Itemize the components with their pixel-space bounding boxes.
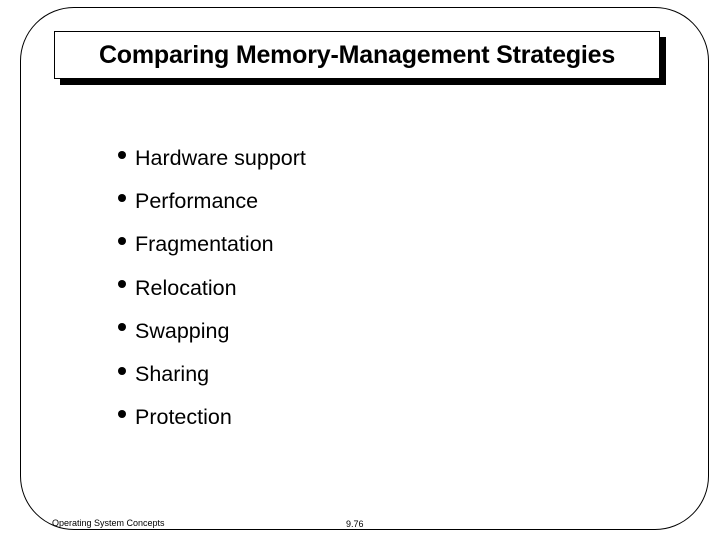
bullet-icon — [118, 237, 126, 245]
bullet-icon — [118, 194, 126, 202]
bullet-item — [118, 267, 306, 310]
bullet-item — [118, 137, 306, 180]
bullet-text: Relocation — [135, 275, 237, 300]
bullet-text: Protection — [135, 405, 232, 430]
bullet-text: Hardware support — [135, 146, 306, 171]
title-box — [54, 31, 660, 79]
bullet-icon — [118, 151, 126, 159]
footer-course-title: Operating System Concepts — [52, 518, 165, 528]
footer-page-number: 9.76 — [346, 519, 364, 529]
bullet-item — [118, 310, 306, 353]
bullet-text: Swapping — [135, 318, 230, 343]
bullet-icon — [118, 410, 126, 418]
bullet-icon — [118, 367, 126, 375]
bullet-list — [118, 137, 306, 439]
bullet-item — [118, 223, 306, 266]
bullet-text: Sharing — [135, 362, 210, 387]
bullet-text: Performance — [135, 189, 259, 214]
bullet-text: Fragmentation — [135, 232, 274, 257]
bullet-item — [118, 396, 306, 439]
bullet-icon — [118, 280, 126, 288]
bullet-item — [118, 353, 306, 396]
bullet-icon — [118, 323, 126, 331]
slide-title: Comparing Memory-Management Strategies — [98, 40, 616, 69]
bullet-item — [118, 180, 306, 223]
